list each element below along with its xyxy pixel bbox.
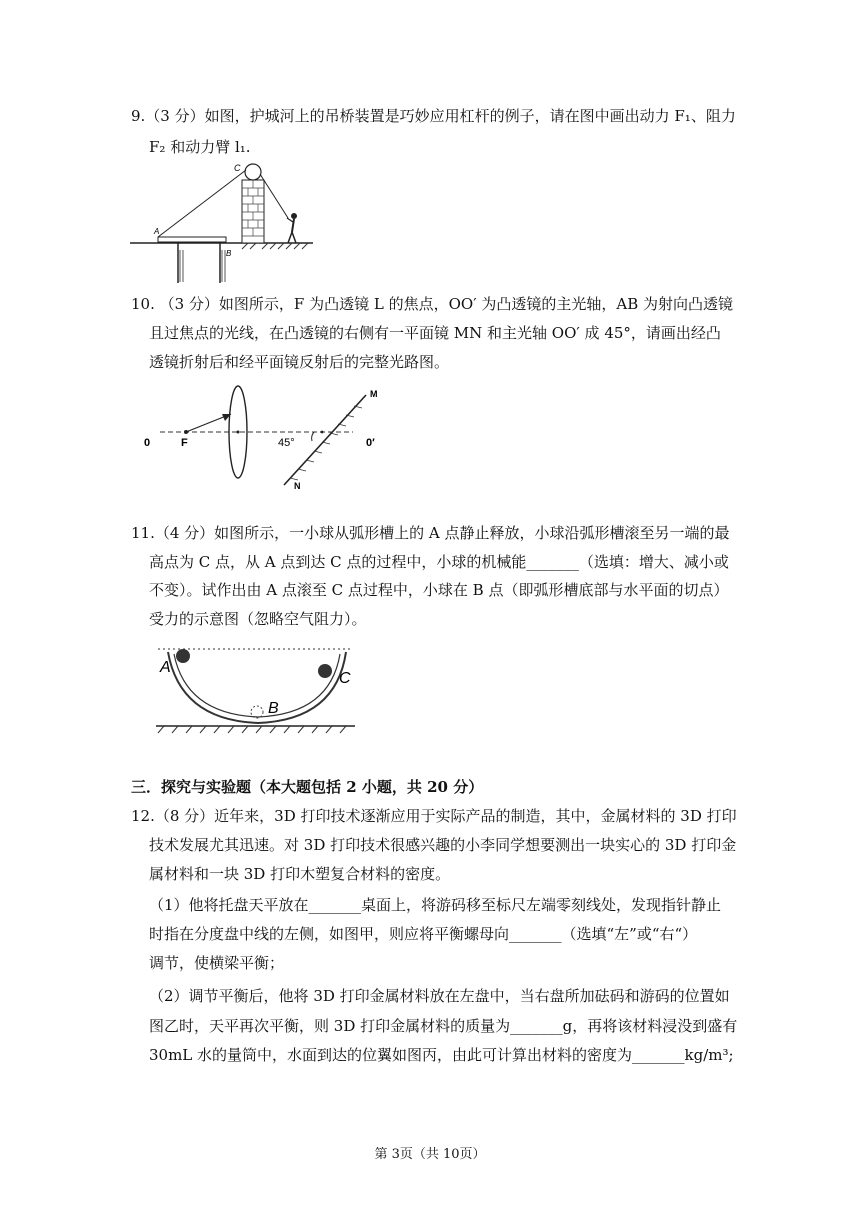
q12-line2: 技术发展尤其迅速。对 3D 打印技术很感兴趣的小李同学想要测出一块实心的 3D 打印金 (149, 836, 737, 854)
lens-mirror-figure (138, 383, 398, 493)
q10-line3: 透镜折射后和经平面镜反射后的完整光路图。 (149, 353, 450, 371)
q12-line9: 30mL 水的量筒中，水面到达的位翼如图丙，由此可计算出材料的密度为_______kg/m³; (149, 1046, 734, 1064)
point-label-b: B (268, 700, 279, 717)
section-heading: 三．探究与实验题（本大题包括 2 小题，共 20 分） (131, 778, 484, 796)
page-footer: 第 3页（共 10页） (374, 1147, 486, 1162)
point-label-c: C (339, 670, 351, 687)
q12-line5: 时指在分度盘中线的左侧，如图甲，则应将平衡螺母向_______（选填“左”或“右“） (149, 925, 698, 943)
q11-line4: 受力的示意图（忽略空气阻力）。 (149, 610, 367, 628)
q12-line6: 调节，使横梁平衡； (149, 954, 285, 972)
q12-line7: （2）调节平衡后，他将 3D 打印金属材料放在左盘中，当右盘所加砝码和游码的位置如 (149, 987, 730, 1005)
q10-line1: 10. （3 分）如图所示，F 为凸透镜 L 的焦点，OO′ 为凸透镜的主光轴，AB 为射向凸透镜 (131, 295, 734, 313)
bridge-label-a: A (154, 227, 160, 236)
q11-line1: 11.（4 分）如图所示，一小球从弧形槽上的 A 点静止释放，小球沿弧形槽滚至另一端的最 (131, 524, 730, 542)
q12-line8: 图乙时，天平再次平衡，则 3D 打印金属材料的质量为_______g，再将该材料浸没到盛有 (149, 1017, 738, 1035)
axis-label-o: 0 (144, 437, 151, 449)
axis-label-o-prime: 0′ (366, 437, 375, 449)
q12-line4: （1）他将托盘天平放在_______桌面上，将游码移至标尺左端零刻线处，发现指针静止 (149, 896, 722, 914)
q11-line3: 不变）。试作出由 A 点滚至 C 点过程中，小球在 B 点（即弧形槽底部与水平面的切点） (149, 581, 729, 599)
angle-label: 45° (278, 437, 295, 449)
q10-line2: 且过焦点的光线，在凸透镜的右侧有一平面镜 MN 和主光轴 OO′ 成 45°，请画出经凸 (149, 324, 721, 342)
focus-label-f: F (181, 437, 188, 449)
drawbridge-figure (128, 158, 318, 284)
q12-line1: 12.（8 分）近年来，3D 打印技术逐渐应用于实际产品的制造，其中，金属材料的 3D 打印 (131, 807, 737, 825)
q9-line1: 9.（3 分）如图，护城河上的吊桥装置是巧妙应用杠杆的例子，请在图中画出动力 F₁、阻力 (131, 107, 736, 125)
mirror-label-n: N (294, 481, 301, 491)
point-label-a: A (160, 659, 171, 676)
q12-line3: 属材料和一块 3D 打印木塑复合材料的密度。 (149, 865, 451, 883)
mirror-label-m: M (370, 389, 378, 399)
hinge-label-b: B (226, 249, 232, 258)
q9-line2: F₂ 和动力臂 l₁. (149, 138, 251, 156)
pulley-label-c: C (234, 163, 241, 173)
q11-line2: 高点为 C 点，从 A 点到达 C 点的过程中，小球的机械能_______（选填：增大、减小或 (149, 553, 729, 571)
arc-track-figure (150, 640, 360, 740)
